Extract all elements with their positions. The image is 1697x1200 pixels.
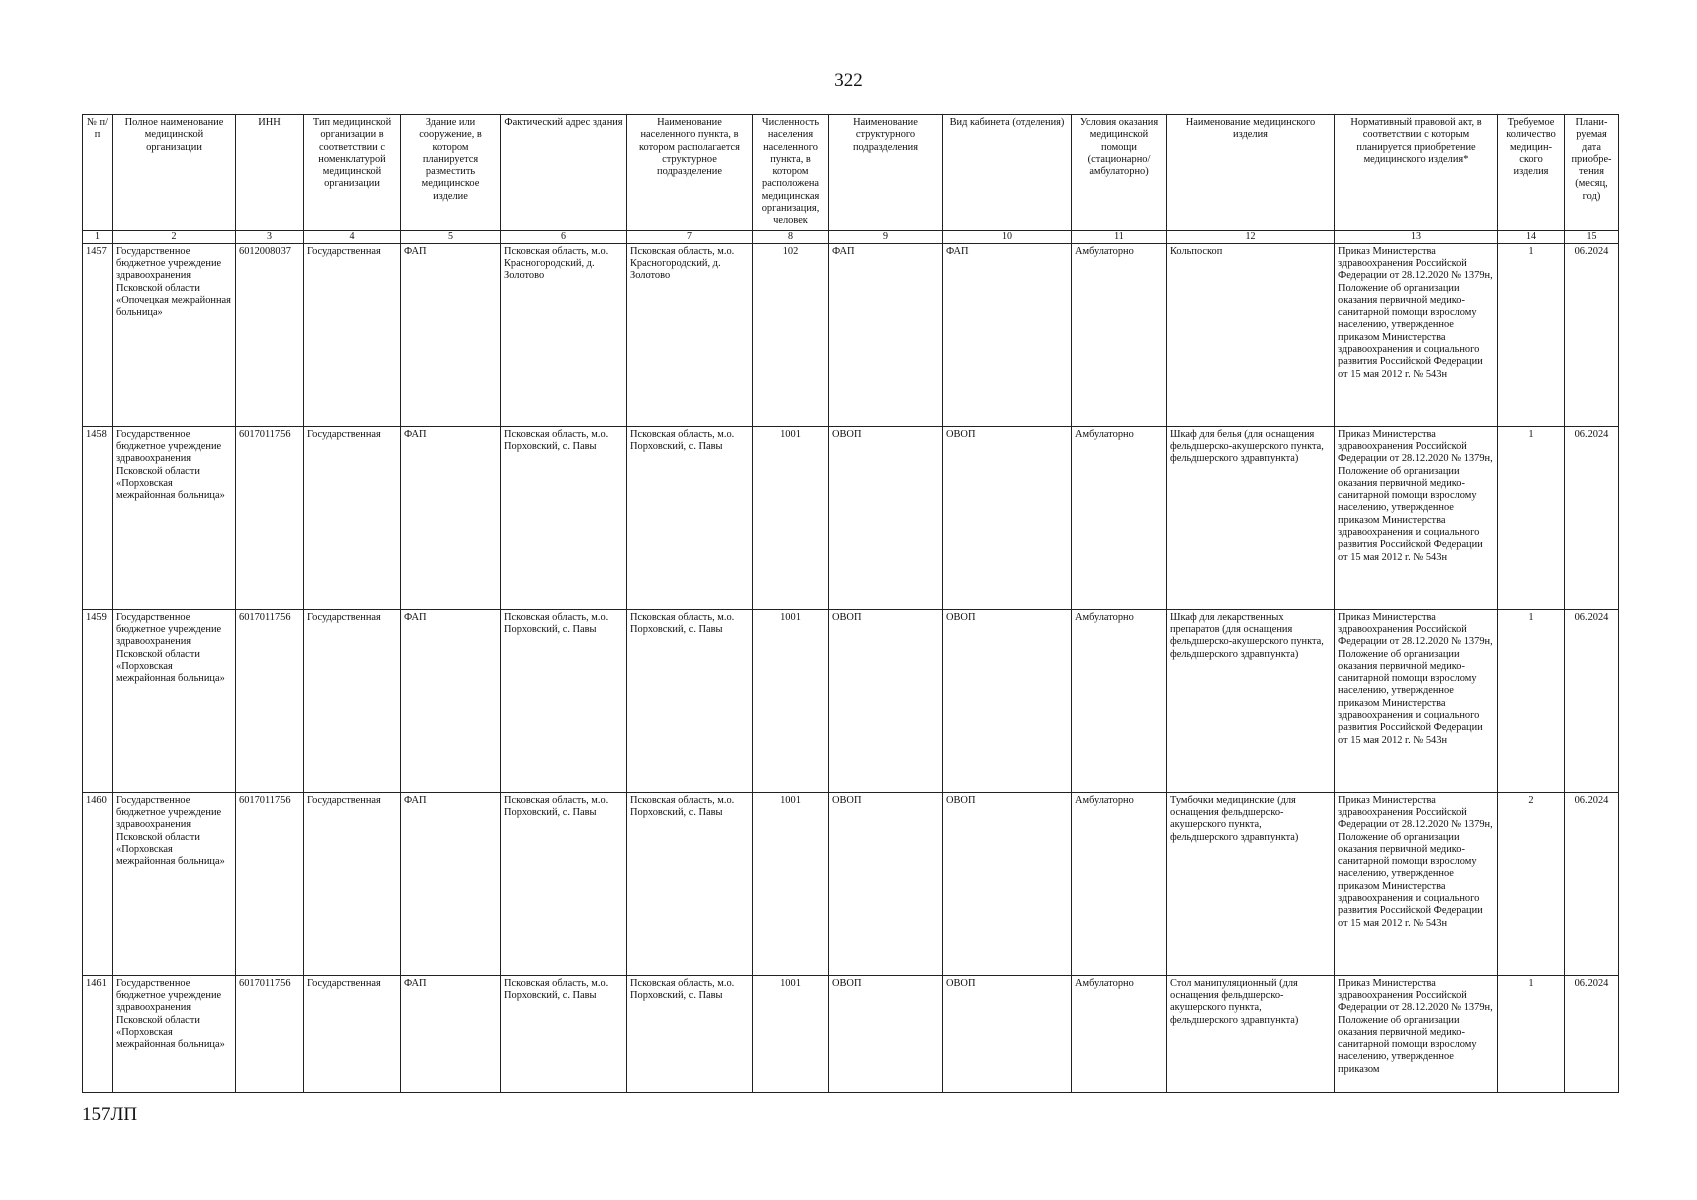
room-type: ОВОП bbox=[943, 792, 1072, 975]
row-number: 1458 bbox=[83, 426, 113, 609]
organization-type: Государственная bbox=[304, 243, 401, 426]
address: Псковская область, м.о. Порховский, с. Павы bbox=[501, 975, 627, 1092]
population: 1001 bbox=[753, 426, 829, 609]
header-cell: Наименование населенного пункта, в котором располагается структурное подразделение bbox=[627, 115, 753, 231]
column-number: 9 bbox=[829, 230, 943, 243]
header-cell: Наименование медицинского изделия bbox=[1167, 115, 1335, 231]
row-number: 1460 bbox=[83, 792, 113, 975]
header-cell: Численность населения населенного пункта, в котором расположена медицинская организация, человек bbox=[753, 115, 829, 231]
locality: Псковская область, м.о. Красногородский, д. Золотово bbox=[627, 243, 753, 426]
planned-date: 06.2024 bbox=[1565, 975, 1619, 1092]
column-number: 2 bbox=[113, 230, 236, 243]
structural-unit: ОВОП bbox=[829, 609, 943, 792]
legal-act: Приказ Министерства здравоохранения Российской Федерации от 28.12.2020 № 1379н, Положение об организации оказания первичной медико-санитарной помощи взрослому населению, утвержденное приказом bbox=[1335, 975, 1498, 1092]
column-number: 15 bbox=[1565, 230, 1619, 243]
header-cell: Полное наименование медицинской организации bbox=[113, 115, 236, 231]
inn: 6017011756 bbox=[236, 609, 304, 792]
locality: Псковская область, м.о. Порховский, с. Павы bbox=[627, 975, 753, 1092]
organization-name: Государственное бюджетное учреждение здравоохранения Псковской области «Порховская межрайонная больница» bbox=[113, 426, 236, 609]
inn: 6017011756 bbox=[236, 792, 304, 975]
document-code: 157ЛП bbox=[82, 1104, 138, 1125]
header-cell: Условия оказания медицинской помощи (стационарно/ амбулаторно) bbox=[1072, 115, 1167, 231]
structural-unit: ОВОП bbox=[829, 426, 943, 609]
locality: Псковская область, м.о. Порховский, с. Павы bbox=[627, 426, 753, 609]
header-cell: Фактический адрес здания bbox=[501, 115, 627, 231]
row-number: 1457 bbox=[83, 243, 113, 426]
header-cell: ИНН bbox=[236, 115, 304, 231]
planned-date: 06.2024 bbox=[1565, 609, 1619, 792]
locality: Псковская область, м.о. Порховский, с. Павы bbox=[627, 609, 753, 792]
column-number: 14 bbox=[1498, 230, 1565, 243]
column-number: 4 bbox=[304, 230, 401, 243]
header-cell: № п/п bbox=[83, 115, 113, 231]
inn: 6012008037 bbox=[236, 243, 304, 426]
header-cell: Наименование структурного подразделения bbox=[829, 115, 943, 231]
quantity: 1 bbox=[1498, 609, 1565, 792]
care-conditions: Амбулаторно bbox=[1072, 792, 1167, 975]
table-row bbox=[83, 426, 1619, 609]
planned-date: 06.2024 bbox=[1565, 792, 1619, 975]
organization-name: Государственное бюджетное учреждение здравоохранения Псковской области «Опочецкая межрайонная больница» bbox=[113, 243, 236, 426]
room-type: ОВОП bbox=[943, 426, 1072, 609]
organization-type: Государственная bbox=[304, 975, 401, 1092]
population: 1001 bbox=[753, 975, 829, 1092]
column-number: 10 bbox=[943, 230, 1072, 243]
inn: 6017011756 bbox=[236, 975, 304, 1092]
table-row bbox=[83, 975, 1619, 1092]
header-row bbox=[83, 115, 1619, 231]
organization-name: Государственное бюджетное учреждение здравоохранения Псковской области «Порховская межрайонная больница» bbox=[113, 792, 236, 975]
population: 1001 bbox=[753, 609, 829, 792]
page-number: 322 bbox=[834, 70, 863, 91]
legal-act: Приказ Министерства здравоохранения Российской Федерации от 28.12.2020 № 1379н, Положение об организации оказания первичной медико-санитарной помощи взрослому населению, утвержденное приказом Министерства здравоохранения и социального развития Российской Федерации от 15 мая 2012 г. № 543н bbox=[1335, 426, 1498, 609]
quantity: 2 bbox=[1498, 792, 1565, 975]
care-conditions: Амбулаторно bbox=[1072, 609, 1167, 792]
device-name: Шкаф для лекарственных препаратов (для оснащения фельдшерско-акушерского пункта, фельдшерского здравпункта) bbox=[1167, 609, 1335, 792]
column-number: 7 bbox=[627, 230, 753, 243]
organization-type: Государственная bbox=[304, 426, 401, 609]
locality: Псковская область, м.о. Порховский, с. Павы bbox=[627, 792, 753, 975]
room-type: ФАП bbox=[943, 243, 1072, 426]
column-number: 13 bbox=[1335, 230, 1498, 243]
header-cell: Здание или сооружение, в котором планируется разместить медицинское изделие bbox=[401, 115, 501, 231]
building: ФАП bbox=[401, 426, 501, 609]
organization-name: Государственное бюджетное учреждение здравоохранения Псковской области «Порховская межрайонная больница» bbox=[113, 975, 236, 1092]
header-cell: Требуемое количество медицин-ского изделия bbox=[1498, 115, 1565, 231]
column-number: 3 bbox=[236, 230, 304, 243]
care-conditions: Амбулаторно bbox=[1072, 426, 1167, 609]
header-cell: Вид кабинета (отделения) bbox=[943, 115, 1072, 231]
equipment-table bbox=[82, 114, 1619, 1093]
quantity: 1 bbox=[1498, 243, 1565, 426]
column-number-row bbox=[83, 230, 1619, 243]
structural-unit: ФАП bbox=[829, 243, 943, 426]
room-type: ОВОП bbox=[943, 975, 1072, 1092]
header-cell: Плани-руемая дата приобре-тения (месяц, год) bbox=[1565, 115, 1619, 231]
room-type: ОВОП bbox=[943, 609, 1072, 792]
care-conditions: Амбулаторно bbox=[1072, 243, 1167, 426]
address: Псковская область, м.о. Красногородский, д. Золотово bbox=[501, 243, 627, 426]
population: 102 bbox=[753, 243, 829, 426]
quantity: 1 bbox=[1498, 975, 1565, 1092]
row-number: 1459 bbox=[83, 609, 113, 792]
organization-type: Государственная bbox=[304, 609, 401, 792]
column-number: 5 bbox=[401, 230, 501, 243]
address: Псковская область, м.о. Порховский, с. Павы bbox=[501, 792, 627, 975]
header-cell: Нормативный правовой акт, в соответствии с которым планируется приобретение медицинского изделия* bbox=[1335, 115, 1498, 231]
building: ФАП bbox=[401, 792, 501, 975]
care-conditions: Амбулаторно bbox=[1072, 975, 1167, 1092]
planned-date: 06.2024 bbox=[1565, 426, 1619, 609]
table-row bbox=[83, 609, 1619, 792]
table-row bbox=[83, 792, 1619, 975]
legal-act: Приказ Министерства здравоохранения Российской Федерации от 28.12.2020 № 1379н, Положение об организации оказания первичной медико-санитарной помощи взрослому населению, утвержденное приказом Министерства здравоохранения и социального развития Российской Федерации от 15 мая 2012 г. № 543н bbox=[1335, 792, 1498, 975]
device-name: Тумбочки медицинские (для оснащения фельдшерско-акушерского пункта, фельдшерского здравпункта) bbox=[1167, 792, 1335, 975]
address: Псковская область, м.о. Порховский, с. Павы bbox=[501, 426, 627, 609]
building: ФАП bbox=[401, 975, 501, 1092]
column-number: 8 bbox=[753, 230, 829, 243]
structural-unit: ОВОП bbox=[829, 792, 943, 975]
building: ФАП bbox=[401, 609, 501, 792]
population: 1001 bbox=[753, 792, 829, 975]
structural-unit: ОВОП bbox=[829, 975, 943, 1092]
header-cell: Тип медицинской организации в соответствии с номенклатурой медицинской организации bbox=[304, 115, 401, 231]
planned-date: 06.2024 bbox=[1565, 243, 1619, 426]
legal-act: Приказ Министерства здравоохранения Российской Федерации от 28.12.2020 № 1379н, Положение об организации оказания первичной медико-санитарной помощи взрослому населению, утвержденное приказом Министерства здравоохранения и социального развития Российской Федерации от 15 мая 2012 г. № 543н bbox=[1335, 609, 1498, 792]
organization-name: Государственное бюджетное учреждение здравоохранения Псковской области «Порховская межрайонная больница» bbox=[113, 609, 236, 792]
column-number: 11 bbox=[1072, 230, 1167, 243]
table-row bbox=[83, 243, 1619, 426]
address: Псковская область, м.о. Порховский, с. Павы bbox=[501, 609, 627, 792]
inn: 6017011756 bbox=[236, 426, 304, 609]
device-name: Шкаф для белья (для оснащения фельдшерско-акушерского пункта, фельдшерского здравпункта) bbox=[1167, 426, 1335, 609]
column-number: 6 bbox=[501, 230, 627, 243]
quantity: 1 bbox=[1498, 426, 1565, 609]
device-name: Стол манипуляционный (для оснащения фельдшерско-акушерского пункта, фельдшерского здравпункта) bbox=[1167, 975, 1335, 1092]
device-name: Кольпоскоп bbox=[1167, 243, 1335, 426]
column-number: 1 bbox=[83, 230, 113, 243]
row-number: 1461 bbox=[83, 975, 113, 1092]
legal-act: Приказ Министерства здравоохранения Российской Федерации от 28.12.2020 № 1379н, Положение об организации оказания первичной медико-санитарной помощи взрослому населению, утвержденное приказом Министерства здравоохранения и социального развития Российской Федерации от 15 мая 2012 г. № 543н bbox=[1335, 243, 1498, 426]
column-number: 12 bbox=[1167, 230, 1335, 243]
building: ФАП bbox=[401, 243, 501, 426]
organization-type: Государственная bbox=[304, 792, 401, 975]
